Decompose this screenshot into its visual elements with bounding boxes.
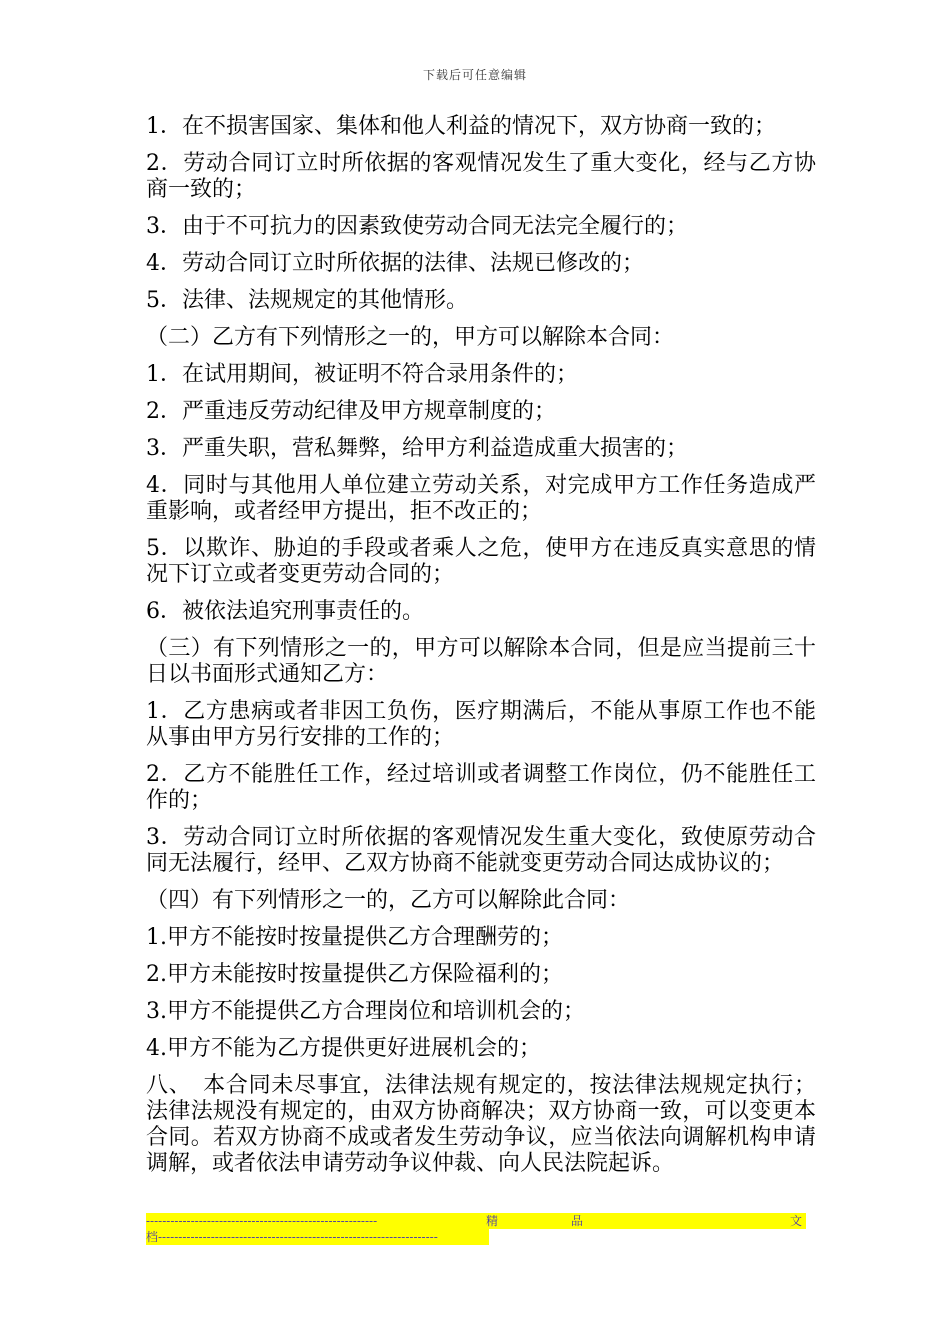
footer-char-1: 精 — [486, 1214, 499, 1228]
paragraph: 5．以欺诈、胁迫的手段或者乘人之危，使甲方在违反真实意思的情况下订立或者变更劳动合同的； — [146, 536, 816, 587]
footer-char-2: 品 — [571, 1214, 584, 1228]
footer-line-2: 档--------------------------------------------------------------------- — [146, 1229, 489, 1245]
paragraph: 4．同时与其他用人单位建立劳动关系，对完成甲方工作任务造成严重影响，或者经甲方提出，拒不改正的； — [146, 473, 816, 524]
paragraph: 2．劳动合同订立时所依据的客观情况发生了重大变化，经与乙方协商一致的； — [146, 151, 816, 202]
page-footer — [146, 1213, 806, 1249]
paragraph: 4.甲方不能为乙方提供更好进展机会的； — [146, 1036, 541, 1061]
section-heading: （三）有下列情形之一的，甲方可以解除本合同，但是应当提前三十日以书面形式通知乙方： — [146, 636, 816, 687]
section-heading: （二）乙方有下列情形之一的，甲方可以解除本合同： — [146, 325, 675, 350]
paragraph: 1．在不损害国家、集体和他人利益的情况下，双方协商一致的； — [146, 114, 776, 139]
paragraph: 4．劳动合同订立时所依据的法律、法规已修改的； — [146, 251, 644, 276]
paragraph: 3．由于不可抗力的因素致使劳动合同无法完全履行的； — [146, 214, 688, 239]
paragraph: 1．在试用期间，被证明不符合录用条件的； — [146, 362, 578, 387]
paragraph: 3．劳动合同订立时所依据的客观情况发生重大变化，致使原劳动合同无法履行，经甲、乙双方协商不能就变更劳动合同达成协议的； — [146, 825, 816, 876]
paragraph: 3.甲方不能提供乙方合理岗位和培训机会的； — [146, 999, 585, 1024]
paragraph: 1.甲方不能按时按量提供乙方合理酬劳的； — [146, 925, 563, 950]
footer-line-1 — [146, 1213, 806, 1229]
paragraph: 1．乙方患病或者非因工负伤，医疗期满后，不能从事原工作也不能从事由甲方另行安排的工作的； — [146, 699, 816, 750]
paragraph: 6．被依法追究刑事责任的。 — [146, 599, 424, 624]
document-body — [146, 114, 816, 1188]
paragraph: 2．乙方不能胜任工作，经过培训或者调整工作岗位，仍不能胜任工作的； — [146, 762, 816, 813]
paragraph: 2．严重违反劳动纪律及甲方规章制度的； — [146, 399, 556, 424]
paragraph: 2.甲方未能按时按量提供乙方保险福利的； — [146, 962, 563, 987]
footer-char-3: 文 — [789, 1214, 802, 1228]
section-heading: （四）有下列情形之一的，乙方可以解除此合同： — [146, 888, 631, 913]
footer-dashes: --------------------------------------------------------- — [146, 1214, 378, 1228]
paragraph: 5．法律、法规规定的其他情形。 — [146, 288, 468, 313]
paragraph: 3．严重失职，营私舞弊，给甲方利益造成重大损害的； — [146, 436, 688, 461]
page-header: 下载后可任意编辑 — [422, 68, 527, 82]
article-8: 八、 本合同未尽事宜，法律法规有规定的，按法律法规规定执行；法律法规没有规定的，由双方协商解决；双方协商一致，可以变更本合同。若双方协商不成或者发生劳动争议，应当依法向调解机构申请调解，或者依法申请劳动争议仲裁、向人民法院起诉。 — [146, 1073, 816, 1176]
